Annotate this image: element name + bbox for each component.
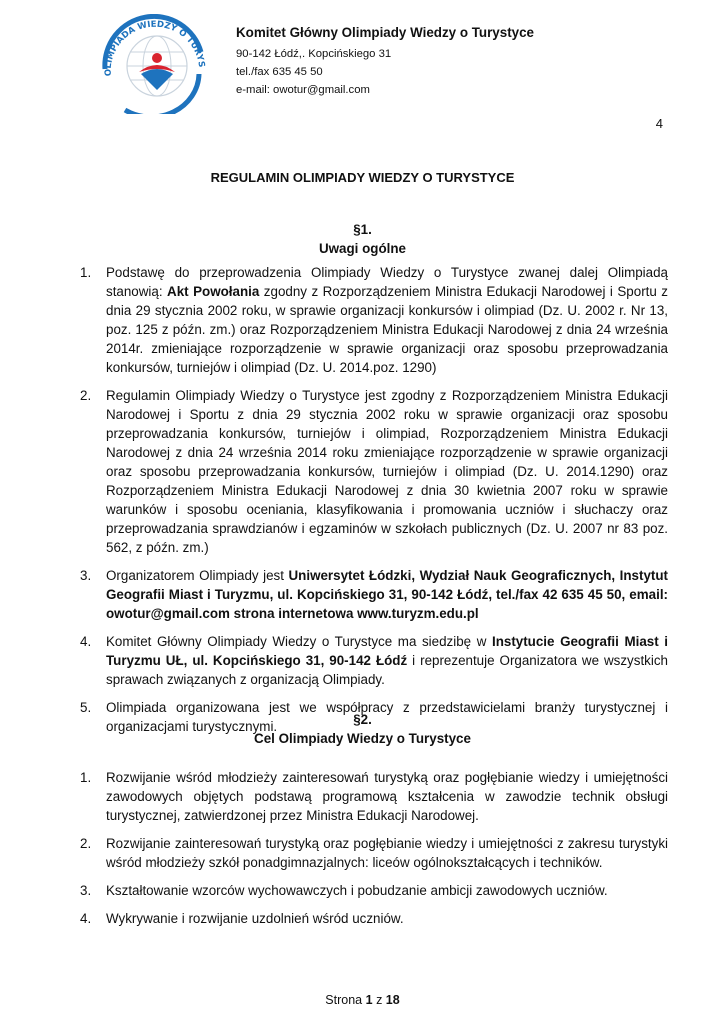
footer-label: Strona <box>325 993 363 1007</box>
svg-text:OLIMPIADA WIEDZY O TURYSTYCE: OLIMPIADA WIEDZY O TURYS <box>103 19 207 77</box>
section-1-symbol: §1. <box>353 222 372 237</box>
section-1-list <box>80 263 668 745</box>
list-item: 3. Organizatorem Olimpiady jest Uniwersytet Łódzki, Wydział Nauk Geograficznych, Instytut Geografii Miast i Turyzmu, ul. Kopcińskiego 31, 90-142 Łódź, tel./fax 42 635 45 50, email: owotur@gmail.com strona internetowa www.turyzm.edu.pl <box>80 568 669 621</box>
section-1-heading <box>0 220 725 258</box>
section-1-title: Uwagi ogólne <box>318 241 407 256</box>
organization-address: 90-142 Łódź,. Kopcińskiego 31 <box>236 48 392 60</box>
footer-of: z <box>376 993 383 1007</box>
section-2-title: Cel Olimpiady Wiedzy o Turystyce <box>254 731 471 746</box>
list-item: 2. Regulamin Olimpiady Wiedzy o Turystyce jest zgodny z Rozporządzeniem Ministra Edukacji Narodowej i Sportu z dnia 29 stycznia 2002 roku w sprawie organizacji oraz sposobu przeprowadzania konkursów, turniejów i olimpiad, Rozporządzeniem Ministra Edukacji Narodowej z dnia 24 września 2014 roku zmieniające rozporządzenie w sprawie organizacji oraz sposobu przeprowadzania konkursów, turniejów i olimpiad (Dz. U. 2014.1290) oraz Rozporządzeniem Ministra Edukacji Narodowej z dnia 30 kwietnia 2007 roku w sprawie warunków i sposobu oceniania, klasyfikowania i promowania uczniów i słuchaczy oraz przeprowadzania sprawdzianów i egzaminów w szkołach publicznych (Dz. U. 2007 nr 83 poz. 562, z późn. zm.) <box>80 388 668 555</box>
organization-phone: tel./fax 635 45 50 <box>236 66 323 78</box>
organization-email: e-mail: owotur@gmail.com <box>236 84 370 96</box>
list-item: 1. Podstawę do przeprowadzenia Olimpiady Wiedzy o Turystyce zwanej dalej Olimpiadą stanowią: Akt Powołania zgodny z Rozporządzeniem Ministra Edukacji Narodowej i Sportu z dnia 29 stycznia 2002 roku, w sprawie organizacji konkursów i olimpiad (Dz. U. 2002 r. Nr 13, poz. 125 z późn. zm.) oraz Rozporządzeniem Ministra Edukacji Narodowej z dnia 24 września 2014r. zmieniające rozporządzenie w sprawie organizacji oraz sposobu przeprowadzania konkursów, turniejów i olimpiad (Dz. U. 2014.poz. 1290) <box>80 265 668 375</box>
section-2-list <box>80 768 668 937</box>
page-footer <box>0 993 725 1007</box>
section-2-heading <box>0 710 725 748</box>
footer-total-pages: 18 <box>385 993 400 1007</box>
section-2-symbol: §2. <box>353 712 372 727</box>
letterhead <box>95 14 655 124</box>
list-item: 5. Olimpiada organizowana jest we współpracy z przedstawicielami branży turystycznej i organizacjami turystycznymi. <box>80 700 668 734</box>
list-item: 2. Rozwijanie zainteresowań turystyką oraz pogłębianie wiedzy i umiejętności z zakresu turystyki wśród młodzieży szkół ponadgimnazjalnych: liceów ogólnokształcących i techników. <box>80 836 668 870</box>
organization-name: Komitet Główny Olimpiady Wiedzy o Turystyce <box>236 25 534 40</box>
list-item: 3. Kształtowanie wzorców wychowawczych i pobudzanie ambicji zawodowych uczniów. <box>80 883 608 898</box>
organization-info <box>236 24 534 99</box>
list-item: 4. Wykrywanie i rozwijanie uzdolnień wśród uczniów. <box>80 911 404 926</box>
olympiad-logo <box>95 14 213 114</box>
footer-current-page: 1 <box>365 993 373 1007</box>
list-item: 1. Rozwijanie wśród młodzieży zainteresowań turystyką oraz pogłębianie wiedzy i umiejętności zawodowych objętych podstawą programową kształcenia w zawodzie technik obsługi turystycznej, zatwierdzonej przez Ministra Edukacji Narodowej. <box>80 770 668 823</box>
list-item: 4. Komitet Główny Olimpiady Wiedzy o Turystyce ma siedzibę w Instytucie Geografii Miast i Turyzmu UŁ, ul. Kopcińskiego 31, 90-142 Łódź i reprezentuje Organizatora we wszystkich sprawach związanych z organizacją Olimpiady. <box>80 634 668 687</box>
document-title: REGULAMIN OLIMPIADY WIEDZY O TURYSTYCE <box>210 170 515 185</box>
page-number: 4 <box>655 116 663 131</box>
